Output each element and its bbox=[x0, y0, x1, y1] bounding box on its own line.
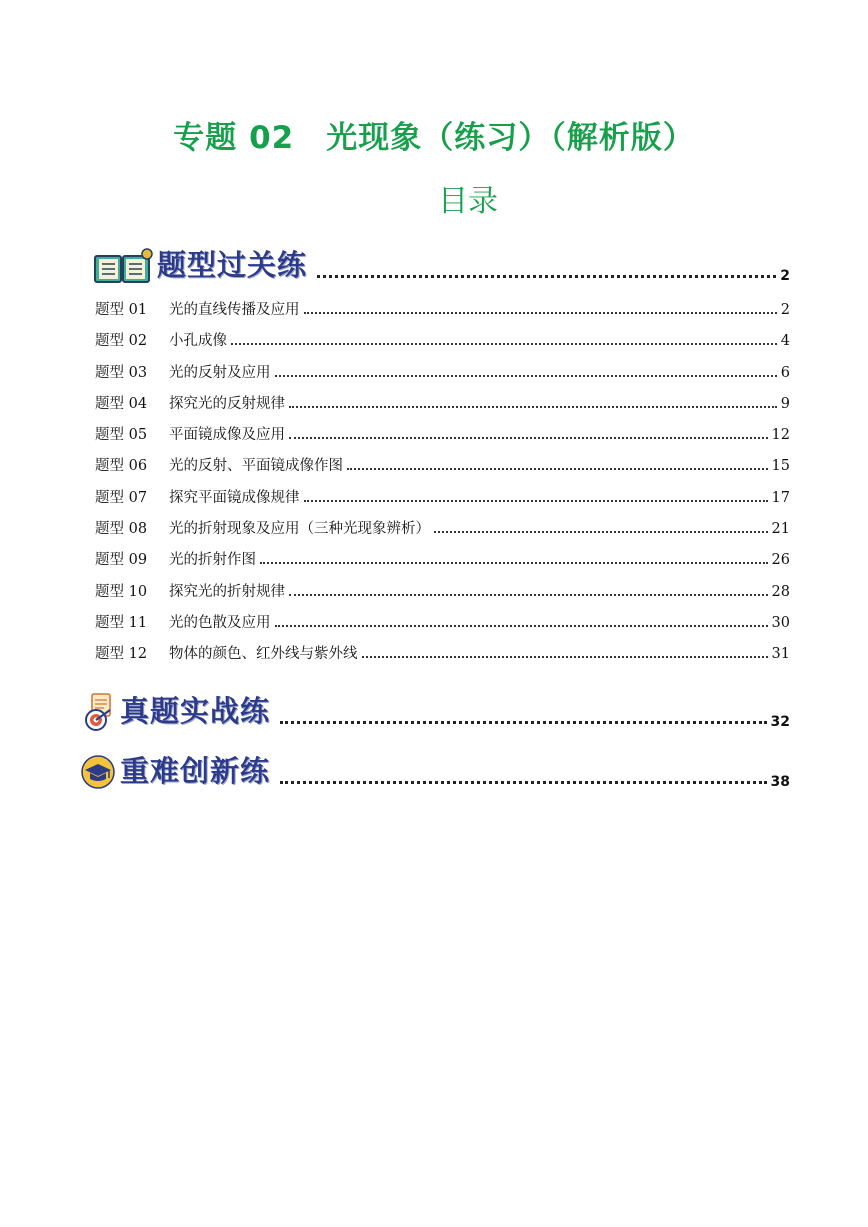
item-name: 探究平面镜成像规律 bbox=[169, 489, 300, 506]
item-code: 题型 12 bbox=[95, 646, 148, 663]
toc-row[interactable] bbox=[95, 361, 790, 392]
item-name: 光的色散及应用 bbox=[169, 614, 271, 631]
item-name: 探究光的反射规律 bbox=[169, 395, 285, 412]
leader-dots bbox=[304, 500, 768, 502]
item-page: 4 bbox=[780, 333, 790, 350]
toc-row[interactable] bbox=[95, 329, 790, 360]
item-code: 题型 08 bbox=[95, 521, 148, 538]
section-label: 重难创新练 bbox=[120, 754, 271, 788]
leader-dots bbox=[347, 468, 768, 470]
item-name: 物体的颜色、红外线与紫外线 bbox=[169, 646, 358, 663]
toc-section-2[interactable] bbox=[80, 688, 790, 730]
toc-row[interactable] bbox=[95, 298, 790, 329]
toc-row[interactable] bbox=[95, 486, 790, 517]
toc-section-1[interactable] bbox=[95, 244, 790, 284]
item-code: 题型 09 bbox=[95, 552, 148, 569]
item-name: 光的折射作图 bbox=[169, 552, 256, 569]
item-name: 小孔成像 bbox=[169, 333, 227, 350]
toc-row[interactable] bbox=[95, 423, 790, 454]
item-page: 31 bbox=[771, 646, 790, 663]
leader-dots bbox=[280, 721, 767, 724]
toc-section-3[interactable] bbox=[80, 748, 790, 790]
section-page-number: 38 bbox=[770, 774, 790, 790]
toc-row[interactable] bbox=[95, 548, 790, 579]
toc-row[interactable] bbox=[95, 580, 790, 611]
item-name: 平面镜成像及应用 bbox=[169, 427, 285, 444]
section-page-number: 32 bbox=[770, 714, 790, 730]
item-name: 光的折射现象及应用（三种光现象辨析） bbox=[169, 521, 430, 538]
item-page: 15 bbox=[771, 458, 790, 475]
leader-dots bbox=[317, 275, 776, 278]
toc-heading: 目录 bbox=[438, 184, 498, 219]
leader-dots bbox=[362, 656, 768, 658]
item-page: 28 bbox=[771, 583, 790, 600]
item-name: 光的反射、平面镜成像作图 bbox=[169, 458, 343, 475]
item-page: 2 bbox=[780, 302, 790, 318]
toc-row[interactable] bbox=[95, 392, 790, 423]
item-code: 题型 07 bbox=[95, 489, 148, 506]
item-page: 21 bbox=[771, 521, 790, 538]
item-code: 题型 05 bbox=[95, 427, 148, 444]
item-page: 6 bbox=[780, 364, 790, 381]
item-page: 30 bbox=[771, 614, 790, 631]
item-page: 26 bbox=[771, 552, 790, 569]
leader-dots bbox=[289, 437, 768, 439]
toc-row[interactable] bbox=[95, 517, 790, 548]
item-code: 题型 03 bbox=[95, 364, 148, 381]
section-label: 真题实战练 bbox=[120, 694, 271, 728]
leader-dots bbox=[260, 562, 768, 564]
leader-dots bbox=[275, 625, 768, 627]
item-code: 题型 11 bbox=[95, 614, 148, 631]
item-code: 题型 10 bbox=[95, 583, 148, 600]
section-page-number: 2 bbox=[780, 268, 790, 284]
document-title: 专题 02 光现象（练习）（解析版） bbox=[173, 120, 695, 156]
section-label: 题型过关练 bbox=[157, 248, 308, 282]
toc-row[interactable] bbox=[95, 642, 790, 673]
item-name: 光的反射及应用 bbox=[169, 364, 271, 381]
leader-dots bbox=[434, 531, 768, 533]
toc-row[interactable] bbox=[95, 454, 790, 485]
toc-row[interactable] bbox=[95, 611, 790, 642]
leader-dots bbox=[289, 406, 777, 408]
item-page: 9 bbox=[780, 395, 790, 412]
graduation-cap-icon bbox=[80, 752, 118, 790]
leader-dots bbox=[289, 594, 768, 596]
item-page: 17 bbox=[771, 489, 790, 506]
leader-dots bbox=[231, 343, 777, 345]
item-code: 题型 06 bbox=[95, 458, 148, 475]
toc-list bbox=[95, 298, 790, 674]
item-page: 12 bbox=[771, 427, 790, 444]
open-book-icon bbox=[95, 246, 133, 284]
leader-dots bbox=[275, 375, 777, 377]
leader-dots bbox=[280, 781, 767, 784]
item-name: 光的直线传播及应用 bbox=[169, 302, 300, 318]
item-code: 题型 04 bbox=[95, 395, 148, 412]
item-code: 题型 02 bbox=[95, 333, 148, 350]
target-document-icon bbox=[80, 692, 118, 730]
item-name: 探究光的折射规律 bbox=[169, 583, 285, 600]
item-code: 题型 01 bbox=[95, 302, 148, 318]
leader-dots bbox=[304, 312, 777, 314]
